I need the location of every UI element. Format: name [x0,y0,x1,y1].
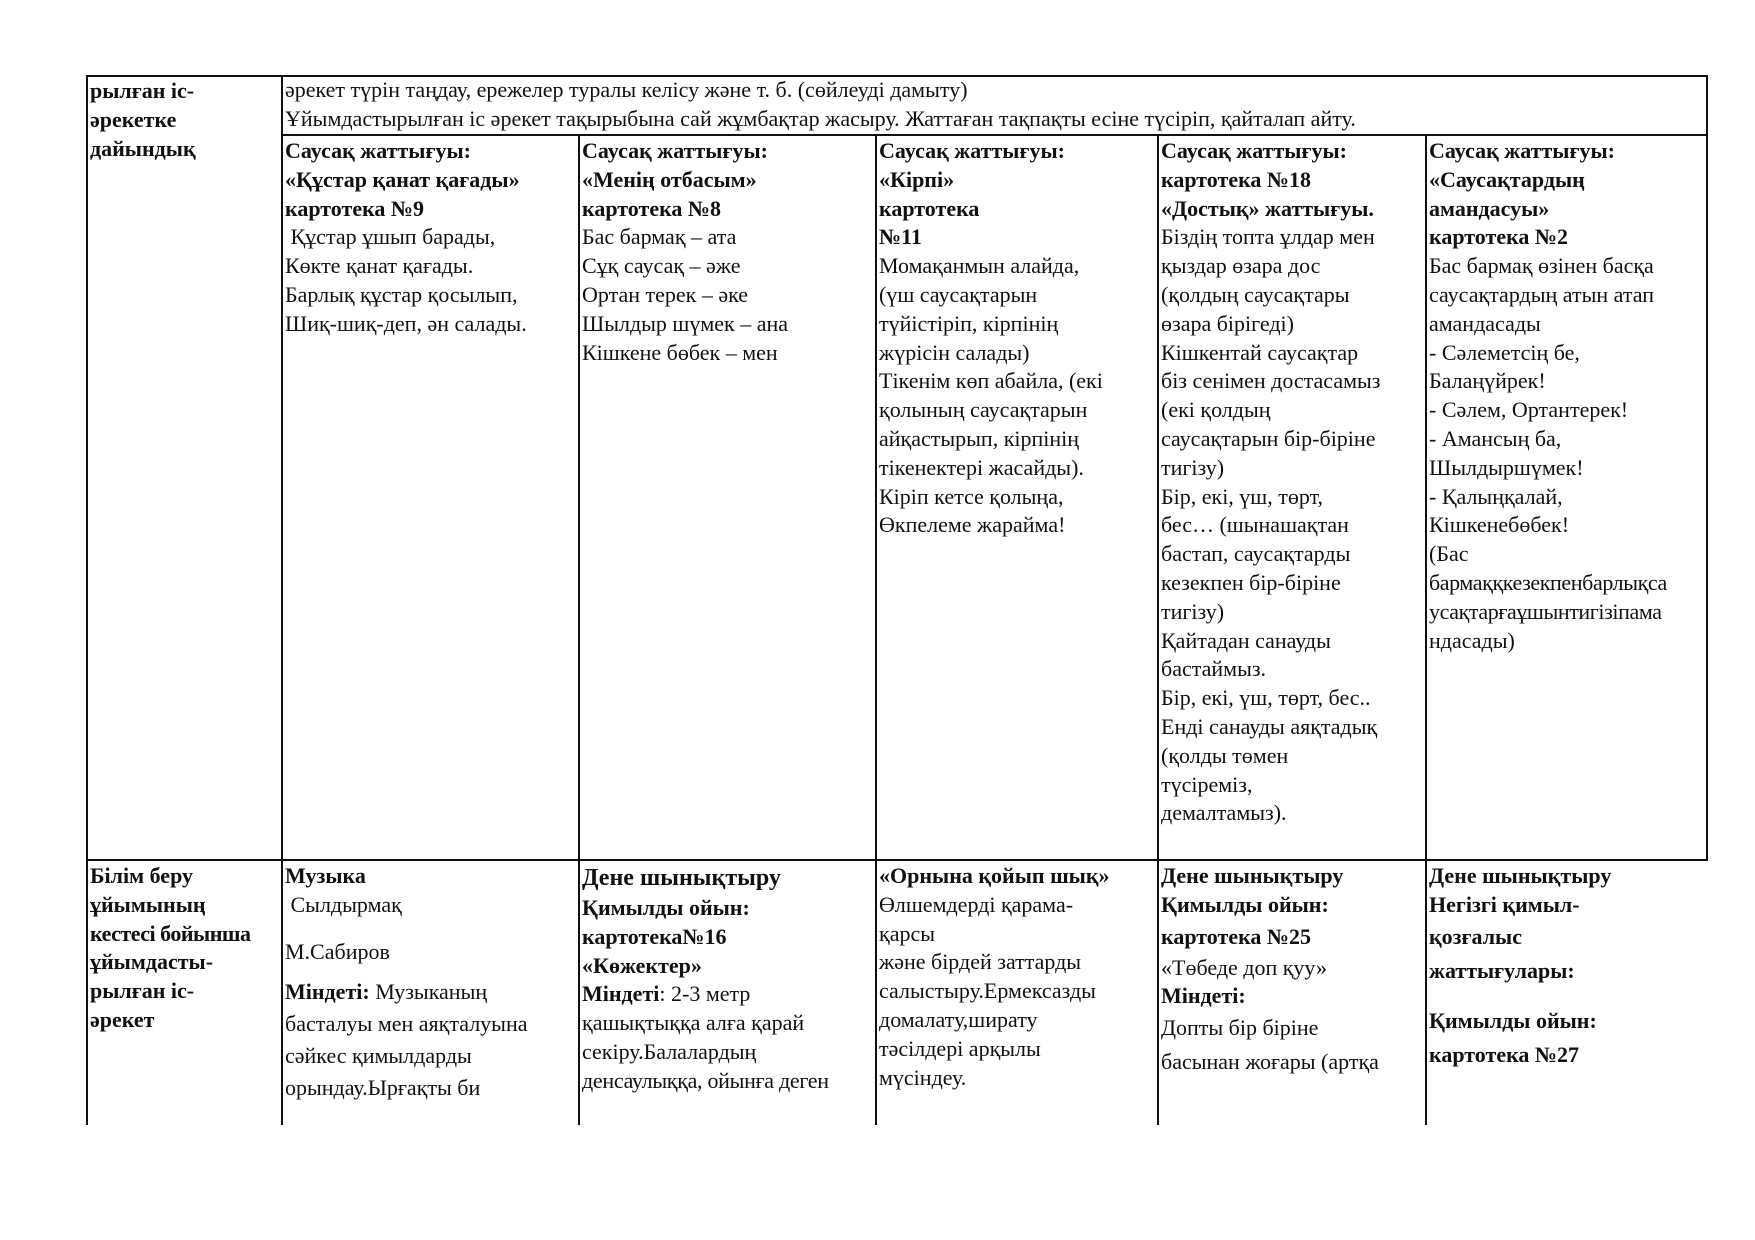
exercise-text-line: саусақтарын бір-біріне [1161,425,1376,451]
exercise-title-line: «Кірпі» [879,166,955,192]
row2-label-line: Білім беру [90,863,194,888]
exercise-text-line: Көкте қанат қағады. [285,253,474,279]
exercise-text-line: бастап, саусақтарды [1161,541,1351,567]
finger-exercise-greeting [1427,137,1708,655]
exercise-text-line: Кішкенебөбек! [1429,512,1570,538]
exercise-text-line: Шылдыр шүмек – ана [582,310,789,336]
exercise-text-line: Балаңүйрек! [1429,368,1546,394]
task-text-line: басталуы мен аяқталуына [285,1011,528,1037]
game-label-line: картотека №27 [1429,1041,1580,1067]
task-label: Міндеті: [285,979,370,1005]
exercise-text-line: Бас бармақ өзінен басқа [1429,253,1654,279]
row1-intro-line: әрекет түрін таңдау, ережелер туралы келісу және т. б. (сөйлеуді дамыту) [285,77,968,102]
exercise-title-line: Саусақ жаттығуы: [582,138,768,163]
exercise-text-line: Момақанмын алайда, [879,253,1080,279]
exercise-text-line: Шиқ-шиқ-деп, ән салады. [285,310,527,336]
exercise-title-line: Саусақ жаттығуы: [1161,138,1347,163]
exercise-text-line: - Сәлеметсің бе, [1429,339,1580,365]
task-text: : 2-3 метр [659,981,751,1007]
exercise-text-line: (екі қолдың [1161,397,1271,423]
finger-exercise-hedgehog [877,137,1159,540]
exercise-text-line: өзара бірігеді) [1161,310,1294,336]
task-label: Міндеті: [1161,983,1246,1009]
exercise-text-line: Барлық құстар қосылып, [285,281,518,307]
activity-text-line: қарсы [879,920,935,946]
exercise-text-line: - Сәлем, Ортантерек! [1429,397,1629,423]
activity-title: Музыка [285,863,366,888]
task-label: Міндеті [582,981,660,1007]
activity-text-line: домалату,ширату [879,1006,1038,1032]
row2-label-line: әрекет [90,1006,155,1032]
activity-physical-education-2 [1159,862,1427,1079]
row2-label-line: ұйымының [90,891,206,917]
song-title: Сылдырмақ [285,891,402,917]
exercise-text-line: тікенектері жасайды). [879,454,1084,480]
row-divider [86,859,1708,861]
activity-physical-education [580,862,877,1096]
exercise-text-line: тигізу) [1161,454,1225,480]
exercise-text-line: (Бас [1429,541,1469,567]
task-text-line: секіру.Балалардың [582,1038,757,1064]
exercise-title-line: «Менің отбасым» [582,166,757,192]
exercise-text-line: тигізу) [1161,598,1225,624]
task-text-line: басынан жоғары (артқа [1161,1049,1379,1075]
task-text-line: сәйкес қимылдарды [285,1043,472,1069]
exercise-text-line: - Амансың ба, [1429,425,1562,451]
activity-bold-line: «Көжектер» [582,952,702,978]
exercise-text-line: айқастырып, кірпінің [879,425,1080,451]
activity-bold-line: қозғалыс [1429,923,1522,949]
activity-text-line: тәсілдері арқылы [879,1035,1041,1061]
task-first-line [582,980,877,1009]
exercise-text-line: (қолдың саусақтары [1161,281,1350,307]
exercise-text-line: Қайтадан санауды [1161,627,1331,653]
exercise-text-line: - Қалыңқалай, [1429,483,1563,509]
row1-inner-divider [281,134,1708,136]
finger-exercise-family [580,137,877,367]
exercise-text-line: жүрісін салады) [879,339,1030,365]
exercise-text-line: амандасады [1429,310,1541,336]
exercise-text-line: Енді санауды аяқтадық [1161,713,1378,739]
exercise-title-line: «Құстар қанат қағады» [285,166,520,192]
exercise-text-line: Бір, екі, үш, төрт, [1161,483,1324,509]
exercise-text-line: Ортан терек – әке [582,281,749,307]
task-text-line: Допты бір біріне [1161,1015,1319,1041]
activity-text-line: және бірдей заттарды [879,949,1082,975]
activity-bold-line: картотека№16 [582,923,727,949]
exercise-text-line: Біздің топта ұлдар мен [1161,224,1375,250]
game-title: «Төбеде доп қуу» [1161,954,1327,980]
row1-label-line: дайындық [90,135,196,161]
exercise-text-line: саусақтардың атын атап [1429,281,1654,307]
exercise-text-line: Шылдыршүмек! [1429,454,1584,480]
row1-intro [283,76,1707,134]
activity-bold-line: картотека №25 [1161,923,1312,949]
song-author: М.Сабиров [285,938,390,964]
finger-exercise-friendship [1159,137,1427,828]
exercise-title-line: Саусақ жаттығуы: [879,138,1065,163]
exercise-text-line: біз сенімен достасамыз [1161,368,1381,394]
exercise-text-line: бес… (шынашақтан [1161,512,1349,538]
task-text-line: қашықтыққа алға қарай [582,1010,805,1036]
activity-physical-education-3 [1427,862,1708,1072]
row1-label [88,77,283,163]
exercise-title-line: картотека №8 [582,195,722,221]
exercise-title-line: «Саусақтардың [1429,166,1585,192]
activity-music [283,862,580,1104]
activity-bold-line: Негізгі қимыл- [1429,891,1580,917]
exercise-text-line: Тікенім көп абайла, (екі [879,368,1103,394]
row1-intro-line: Ұйымдастырылған іс әрекет тақырыбына сай жұмбақтар жасыру. Жаттаған тақпақты есіне түсіріп, қайталап айту. [285,105,1356,131]
exercise-title-line: Саусақ жаттығуы: [285,138,471,163]
exercise-title-line: Саусақ жаттығуы: [1429,138,1615,163]
exercise-text-line: Сұқ саусақ – әже [582,253,741,279]
row1-label-line: әрекетке [90,106,177,132]
exercise-title-line: «Достық» жаттығуы. [1161,195,1374,221]
exercise-title-line: картотека №9 [285,195,425,221]
row2-label-line: рылған іс- [90,978,195,1004]
exercise-text-line: Бас бармақ – ата [582,224,737,250]
activity-text-line: мүсіндеу. [879,1064,967,1090]
exercise-title-line: амандасуы» [1429,195,1550,221]
exercise-text-line: Өкпелеме жарайма! [879,512,1066,538]
exercise-text-line: Бір, екі, үш, төрт, бес.. [1161,685,1371,711]
activity-bold-line: Қимылды ойын: [1161,891,1329,917]
exercise-title-line: картотека №18 [1161,166,1312,192]
activity-bold-line: жаттығулары: [1429,957,1575,983]
activity-modeling [877,862,1159,1092]
exercise-text-line: кезекпен бір-біріне [1161,569,1341,595]
task-first-line [285,976,580,1008]
exercise-text-line: Кішкене бөбек – мен [582,339,778,365]
exercise-text-line: қыздар өзара дос [1161,253,1321,279]
exercise-text-line: усақтарғаұшынтигізіпама [1429,598,1662,624]
exercise-text-line: Кіріп кетсе қолыңа, [879,483,1064,509]
exercise-text-line: Құстар ұшып барады, [285,224,496,250]
exercise-title-line: картотека [879,195,980,221]
exercise-title-line: картотека №2 [1429,224,1569,250]
row2-label [88,862,283,1035]
activity-bold-line: Дене шынықтыру [1161,863,1344,888]
activity-title: «Орнына қойып шық» [879,863,1110,888]
game-label-line: Қимылды ойын: [1429,1007,1597,1033]
exercise-text-line: түсіреміз, [1161,771,1253,797]
row1-label-line: рылған іс- [90,78,195,103]
row2-label-line: ұйымдасты- [90,949,214,975]
exercise-text-line: (қолды төмен [1161,742,1289,768]
activity-bold-line: Дене шынықтыру [1429,863,1612,888]
exercise-text-line: бармаққкезекпенбарлықса [1429,569,1667,595]
exercise-text-line: Кішкентай саусақтар [1161,339,1359,365]
task-text-line: орындау.Ырғақты би [285,1075,481,1101]
exercise-text-line: қолының саусақтарын [879,397,1088,423]
activity-bold-line: Қимылды ойын: [582,895,750,920]
activity-text-line: салыстыру.Ермексазды [879,978,1096,1004]
exercise-text-line: бастаймыз. [1161,656,1267,682]
exercise-text-line: демалтамыз). [1161,800,1287,826]
exercise-text-line: түйістіріп, кірпінің [879,310,1059,336]
exercise-text-line: (үш саусақтарын [879,281,1038,307]
exercise-text-line: ндасады) [1429,627,1515,653]
finger-exercise-birds [283,137,580,339]
task-text-line: денсаулыққа, ойынға деген [582,1067,829,1093]
task-text: Музыканың [369,979,488,1005]
activity-title: Дене шынықтыру [582,865,781,891]
activity-text-line: Өлшемдерді қарама- [879,891,1074,917]
row2-label-line: кестесі бойынша [90,920,251,946]
exercise-title-line: №11 [879,224,922,250]
